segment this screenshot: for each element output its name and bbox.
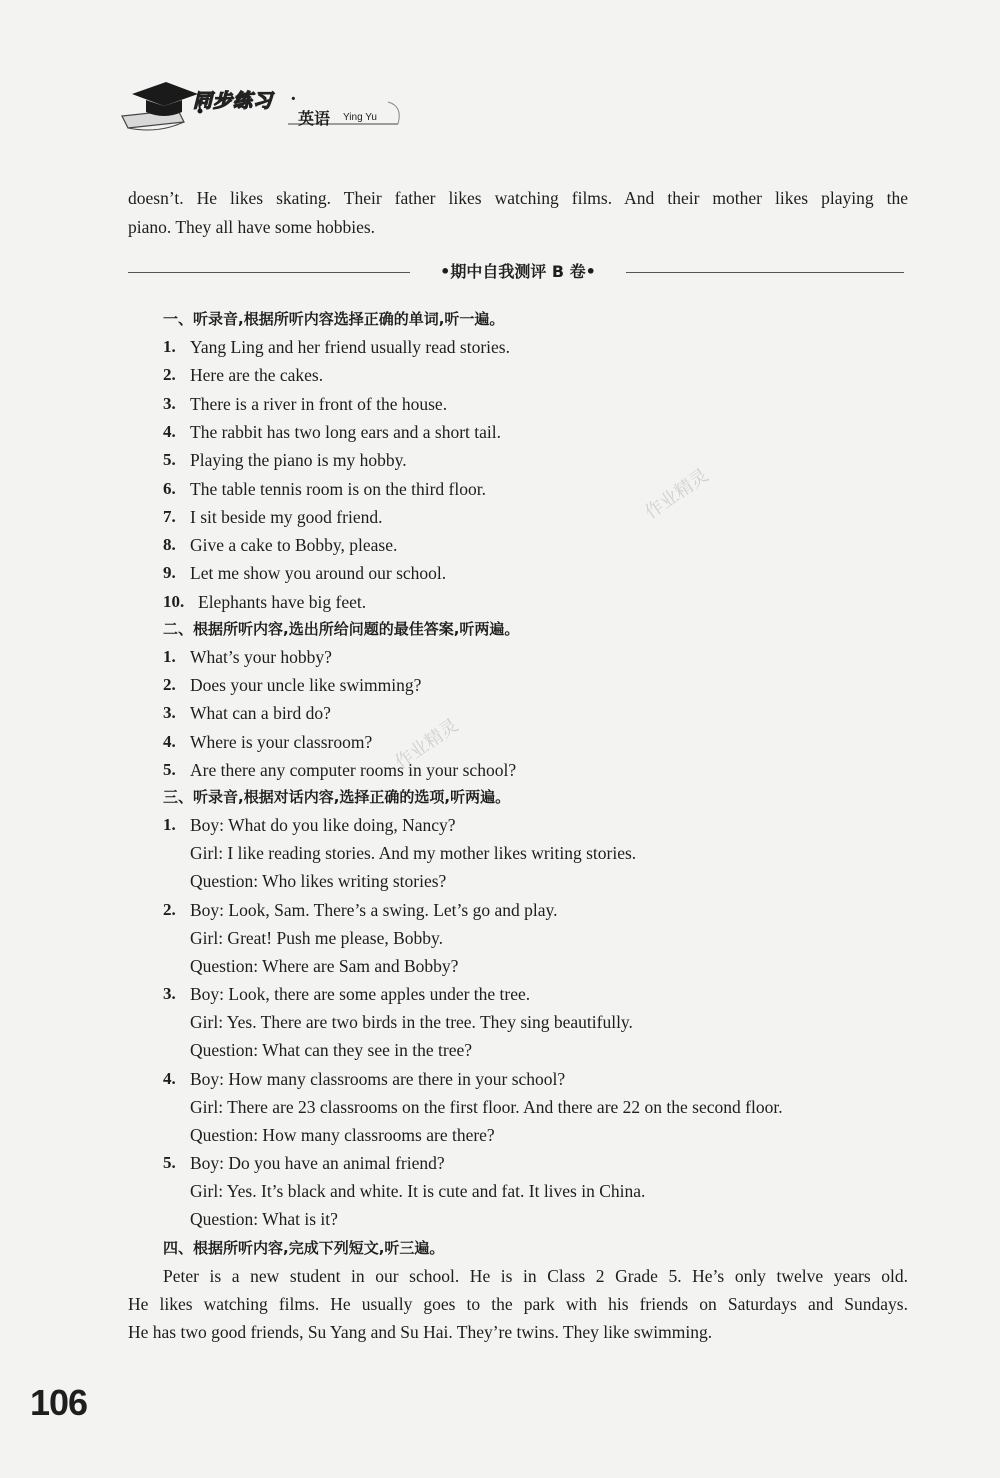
dialogue-boy-line: Boy: Do you have an animal friend? bbox=[190, 1153, 445, 1173]
question-text: There is a river in front of the house. bbox=[190, 393, 448, 414]
question-text: Give a cake to Bobby, please. bbox=[190, 535, 398, 556]
passage-line-3: He has two good friends, Su Yang and Su Hai. They’re twins. They like swimming. bbox=[128, 1322, 713, 1342]
question-number: 10. bbox=[163, 591, 185, 611]
question-number: 1. bbox=[163, 647, 176, 666]
dialogue-number: 5. bbox=[163, 1153, 176, 1172]
header-dot: · bbox=[290, 88, 297, 110]
question-number: 6. bbox=[163, 478, 176, 498]
passage-line-1: Peter is a new student in our school. He is in Class 2 Grade 5. He’s only twelve years old. bbox=[163, 1266, 908, 1286]
question-text: What’s your hobby? bbox=[190, 647, 332, 667]
question-number: 8. bbox=[163, 535, 176, 555]
page-number: 106 bbox=[30, 1382, 88, 1423]
question-text: Are there any computer rooms in your school? bbox=[190, 759, 517, 780]
dialogue-number: 2. bbox=[163, 899, 176, 919]
passage-line-2: He likes watching films. He usually goes to the park with his friends on Saturdays and Sundays. bbox=[128, 1294, 908, 1314]
question-number: 4. bbox=[163, 731, 176, 751]
question-number: 4. bbox=[163, 421, 176, 441]
section-4-heading: 四、根据所听内容,完成下列短文,听三遍。 bbox=[163, 1239, 445, 1257]
question-number: 3. bbox=[163, 393, 176, 413]
dialogue-girl-line: Girl: Yes. It’s black and white. It is cute and fat. It lives in China. bbox=[190, 1181, 646, 1202]
dialogue-boy-line: Boy: What do you like doing, Nancy? bbox=[190, 815, 456, 835]
dialogue-number: 4. bbox=[163, 1068, 176, 1088]
watermark-2: 作业精灵 bbox=[391, 714, 463, 774]
subject-pinyin: Ying Yu bbox=[343, 112, 377, 123]
question-text: The table tennis room is on the third floor. bbox=[190, 478, 486, 499]
test-title: •期中自我测评 B 卷• bbox=[440, 262, 596, 281]
section-3-heading: 三、听录音,根据对话内容,选择正确的选项,听两遍。 bbox=[163, 788, 511, 806]
subject-label: 英语 bbox=[298, 109, 331, 128]
question-text: What can a bird do? bbox=[190, 703, 331, 724]
section-2-heading: 二、根据所听内容,选出所给问题的最佳答案,听两遍。 bbox=[163, 620, 520, 638]
question-number: 5. bbox=[163, 759, 176, 779]
question-text: Let me show you around our school. bbox=[190, 563, 447, 584]
dialogue-question: Question: Who likes writing stories? bbox=[190, 871, 447, 892]
question-number: 1. bbox=[163, 337, 176, 356]
question-text: Elephants have big feet. bbox=[198, 591, 367, 612]
dialogue-boy-line: Boy: How many classrooms are there in your school? bbox=[190, 1068, 566, 1089]
intro-line-1: doesn’t. He likes skating. Their father likes watching films. And their mother likes playing the bbox=[128, 188, 908, 208]
question-text: Where is your classroom? bbox=[190, 731, 373, 752]
question-number: 2. bbox=[163, 365, 176, 385]
watermark-1: 作业精灵 bbox=[641, 464, 713, 524]
question-text: The rabbit has two long ears and a short tail. bbox=[190, 421, 502, 442]
dialogue-girl-line: Girl: There are 23 classrooms on the first floor. And there are 22 on the second floor. bbox=[190, 1096, 783, 1117]
question-text: Does your uncle like swimming? bbox=[190, 675, 422, 696]
series-title: 同步练习 bbox=[193, 90, 274, 112]
question-number: 3. bbox=[163, 703, 176, 723]
question-number: 5. bbox=[163, 450, 176, 470]
dialogue-question: Question: What can they see in the tree? bbox=[190, 1040, 472, 1061]
question-text: Yang Ling and her friend usually read stories. bbox=[190, 337, 510, 357]
dialogue-number: 1. bbox=[163, 815, 176, 834]
intro-line-2: piano. They all have some hobbies. bbox=[128, 217, 376, 237]
dialogue-boy-line: Boy: Look, there are some apples under the tree. bbox=[190, 984, 531, 1004]
page-header bbox=[118, 78, 408, 138]
dialogue-boy-line: Boy: Look, Sam. There’s a swing. Let’s go and play. bbox=[190, 899, 558, 920]
dialogue-question: Question: What is it? bbox=[190, 1209, 338, 1230]
question-text: Playing the piano is my hobby. bbox=[190, 450, 407, 471]
question-text: I sit beside my good friend. bbox=[190, 506, 383, 527]
divider-left bbox=[128, 272, 410, 273]
section-1-heading: 一、听录音,根据所听内容选择正确的单词,听一遍。 bbox=[163, 310, 505, 328]
dialogue-girl-line: Girl: I like reading stories. And my mother likes writing stories. bbox=[190, 843, 637, 864]
dialogue-question: Question: How many classrooms are there? bbox=[190, 1124, 495, 1145]
dialogue-girl-line: Girl: Great! Push me please, Bobby. bbox=[190, 927, 444, 948]
divider-right bbox=[626, 272, 904, 273]
dialogue-girl-line: Girl: Yes. There are two birds in the tree. They sing beautifully. bbox=[190, 1012, 633, 1033]
question-text: Here are the cakes. bbox=[190, 365, 324, 386]
dialogue-number: 3. bbox=[163, 984, 176, 1003]
question-number: 2. bbox=[163, 675, 176, 695]
dialogue-question: Question: Where are Sam and Bobby? bbox=[190, 955, 459, 976]
question-number: 7. bbox=[163, 506, 176, 526]
question-number: 9. bbox=[163, 563, 176, 583]
